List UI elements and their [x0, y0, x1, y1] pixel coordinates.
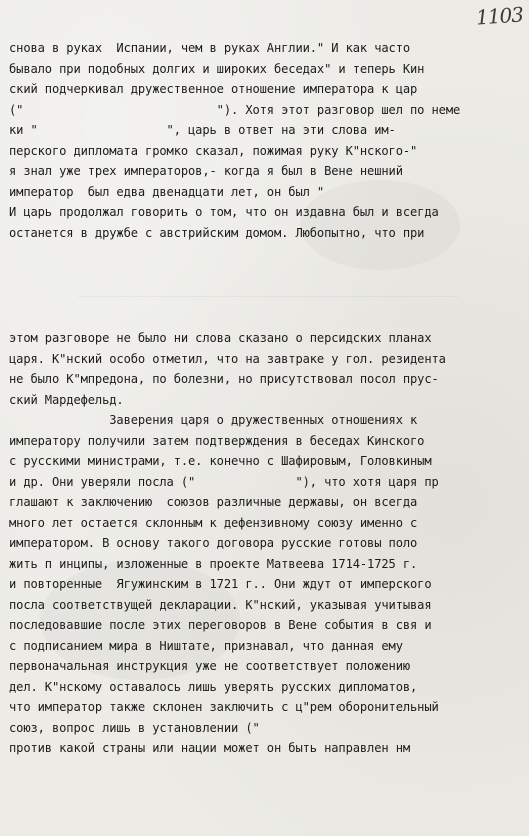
text-line: (" "). Хотя этот разговор шел по неме	[9, 102, 461, 117]
text-line: дел. К"нскому оставалось лишь уверять русских дипломатов,	[9, 679, 418, 694]
text-line: этом разговоре не было ни слова сказано о персидских планах	[9, 331, 432, 345]
text-line: император был едва двенадцати лет, он был "	[9, 184, 325, 199]
text-block-top	[9, 38, 521, 243]
text-line: что император также склонен заключить с ц"рем оборонительный	[9, 700, 439, 714]
blank-gap	[78, 296, 458, 297]
text-line: останется в дружбе с австрийским домом. Любопытно, что при	[9, 225, 425, 240]
text-line: ки " ", царь в ответ на эти слова им-	[9, 123, 396, 137]
text-line: ский Мардефельд.	[9, 392, 124, 407]
text-line: жить п инципы, изложенные в проекте Матвеева 1714-1725 г.	[9, 556, 418, 571]
text-line: императором. В основу такого договора русские готовы поло	[9, 536, 418, 550]
page-number: 1103	[475, 2, 524, 30]
text-line: первоначальная инструкция уже не соответствует положению	[9, 659, 411, 673]
text-line: с подписанием мира в Ништате, признавал, что данная ему	[9, 638, 403, 653]
text-line: ский подчеркивал дружественное отношение императора к цар	[9, 82, 418, 96]
text-line: посла соответствущей декларации. К"нский, указывая учитывая	[9, 597, 432, 612]
text-line: против какой страны или нации может он быть направлен нм	[9, 741, 411, 755]
text-line: перского дипломата громко сказал, пожимая руку К"нского-"	[9, 143, 418, 158]
text-line: с русскими министрами, т.е. конечно с Шафировым, Головкиным	[9, 454, 432, 468]
text-line: союз, вопрос лишь в установлении ("	[9, 720, 260, 735]
text-line: и др. Они уверяли посла (" "), что хотя царя пр	[9, 474, 439, 489]
text-line: глашают к заключению союзов различные державы, он всегда	[9, 495, 418, 509]
text-line: Заверения царя о дружественных отношениях к	[9, 413, 418, 427]
text-line: я знал уже трех императоров,- когда я был в Вене нешний	[9, 164, 403, 178]
text-line: царя. К"нский особо отметил, что на завтраке у гол. резидента	[9, 351, 446, 366]
text-line: последовавшие после этих переговоров в Вене события в свя и	[9, 618, 432, 632]
text-line: И царь продолжал говорить о том, что он издавна был и всегда	[9, 205, 439, 219]
text-line: много лет остается склонным к дефензивному союзу именно с	[9, 515, 418, 530]
text-block-bottom	[9, 328, 521, 759]
text-line: и повторенные Ягужинским в 1721 г.. Они ждут от имперского	[9, 577, 432, 591]
text-line: императору получили затем подтверждения в беседах Кинского	[9, 433, 425, 448]
text-line: снова в руках Испании, чем в руках Англии." И как часто	[9, 41, 411, 55]
text-line: бывало при подобных долгих и широких беседах" и теперь Кин	[9, 61, 425, 76]
text-line: не было К"мпредона, по болезни, но присутствовал посол прус-	[9, 372, 439, 386]
